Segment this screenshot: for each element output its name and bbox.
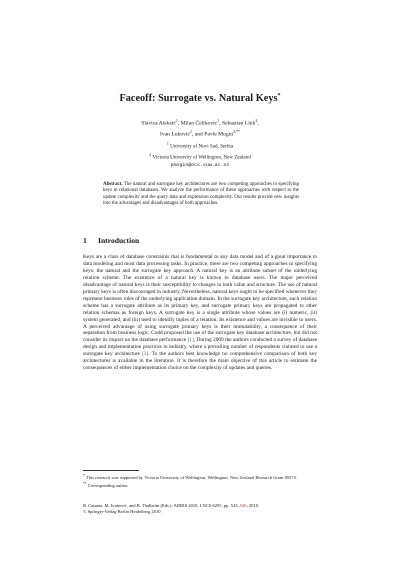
author-name: Ivan Luković: [159, 131, 190, 138]
footnotes: [83, 473, 317, 489]
author-affil-mark: 1: [217, 118, 220, 123]
title-text: Faceoff: Surrogate vs. Natural Keys: [119, 93, 278, 104]
footnote-mark: *: [83, 474, 85, 478]
affiliations: [0, 140, 400, 169]
author-name: Slavica Aleksić: [141, 120, 176, 127]
author-affil-mark: 2: [255, 118, 258, 123]
body-text: Keys are a class of database constraints that is fundamental to any data model and of a great importance to data modeling and most data processing tasks. In practice, there are two competing approaches to specifying keys: the natural and the surrogate key approach. A natural key is an attribute subset of the underlying relation scheme. The existence of a natural key is known to database users. The major perceived disadvantage of natural keys is their susceptibility to changes in both value and structure. The use of natural primary keys is often discouraged in industry. Nevertheless, natural keys ought to be specified whenever they represent business rules of the underlying application domain. In the surrogate key architecture, each relation scheme has a surrogate attribute as its primary key, and surrogate primary keys are propagated to other relation schemas as foreign keys. A surrogate key is a single attribute whose values are (i) numeric, (ii) system generated, and (iii) used to identify tuples of a relation. Its existence and values are invisible to users. A perceived advantage of using surrogate primary keys is their immutability, a consequence of their separation from business logic. Codd proposed the use of the surrogate key database architecture, but did not consider its impact on the database performance: [83, 254, 317, 344]
bib-text: , 2010.: [246, 503, 260, 508]
footnote-text: This research was supported by Victoria University of Wellington, Wellington, New Zealand Research Grant 85575.: [85, 475, 298, 480]
footnote: [83, 481, 317, 489]
copyright-line: © Springer-Verlag Berlin Heidelberg 2010: [83, 509, 161, 515]
body-text: . During 2009 the authors conducted a survey of database design and implementation practices in industry, where a prevailing number of respondents claimed to use a surrogate key architecture: [83, 337, 318, 358]
author-name: Pavle Mogin: [204, 131, 233, 138]
body-paragraph: [83, 254, 317, 372]
affiliation-mark: 1: [166, 141, 169, 146]
footnote-rule: [83, 470, 139, 471]
section-heading: [83, 236, 139, 245]
author-affil-mark: 2,**: [233, 128, 240, 134]
footnote-text: Corresponding author.: [87, 483, 129, 489]
contact-email[interactable]: pmogin@ecs.vuw.ac.nz: [170, 162, 230, 168]
author-conjunction: and: [194, 131, 203, 138]
citation-link[interactable]: [1]: [187, 337, 194, 344]
footnote: [83, 473, 317, 481]
author-affil-mark: 1: [175, 118, 178, 123]
author-line-1: Slavica Aleksić$^1$, Milan Čeliković$^1$, Sebastian Link$^2$,: [141, 118, 259, 127]
section-number: 1: [83, 236, 87, 245]
affiliation-text: Victoria University of Wellington, New Zealand: [152, 154, 251, 161]
bib-text: B. Catania, M. Ivanović, and B. Thalheim (Eds.): ADBIS 2010, LNCS 6295, pp. 543–: [83, 503, 240, 508]
affiliation-mark: 2: [149, 151, 152, 157]
title-footnote-mark: *: [277, 93, 281, 99]
citation-link[interactable]: [3]: [142, 351, 149, 358]
footnote-mark: **: [83, 482, 87, 487]
author-line-2: Ivan Luković$^1$, and Pavle Mogin$^{2,**}$: [159, 128, 240, 138]
affiliation-1: [0, 140, 400, 151]
author-name: Sebastian Link: [221, 120, 256, 127]
page-link[interactable]: 546: [239, 503, 247, 508]
abstract-text: The natural and surrogate key architectures are two competing approaches to specifying keys in relational databases. We analyze the performance of these approaches with respect to the update complexity and the query data and expression complexity. Our results provide new insights into the advantages and disadvantages of both approaches.: [103, 182, 299, 207]
affiliation-text: University of Novi Sad, Serbia: [170, 143, 234, 150]
author-name: Milan Čeliković: [180, 120, 218, 127]
author-list: [0, 117, 400, 138]
author-affil-mark: 1: [189, 128, 192, 134]
body-text: . To the authors best knowledge no comprehensive comparison of both key architectures is available in the literature. It is therefore the main objective of this article to estimate the consequences of either implementation choice on the complexity of updates and queries.: [83, 351, 317, 372]
abstract: [103, 182, 299, 208]
paper-title: [0, 93, 400, 104]
bibliographic-info: [83, 503, 317, 515]
section-title: Introduction: [98, 236, 140, 245]
affiliation-2: [0, 151, 400, 162]
abstract-label: Abstract.: [103, 182, 123, 187]
